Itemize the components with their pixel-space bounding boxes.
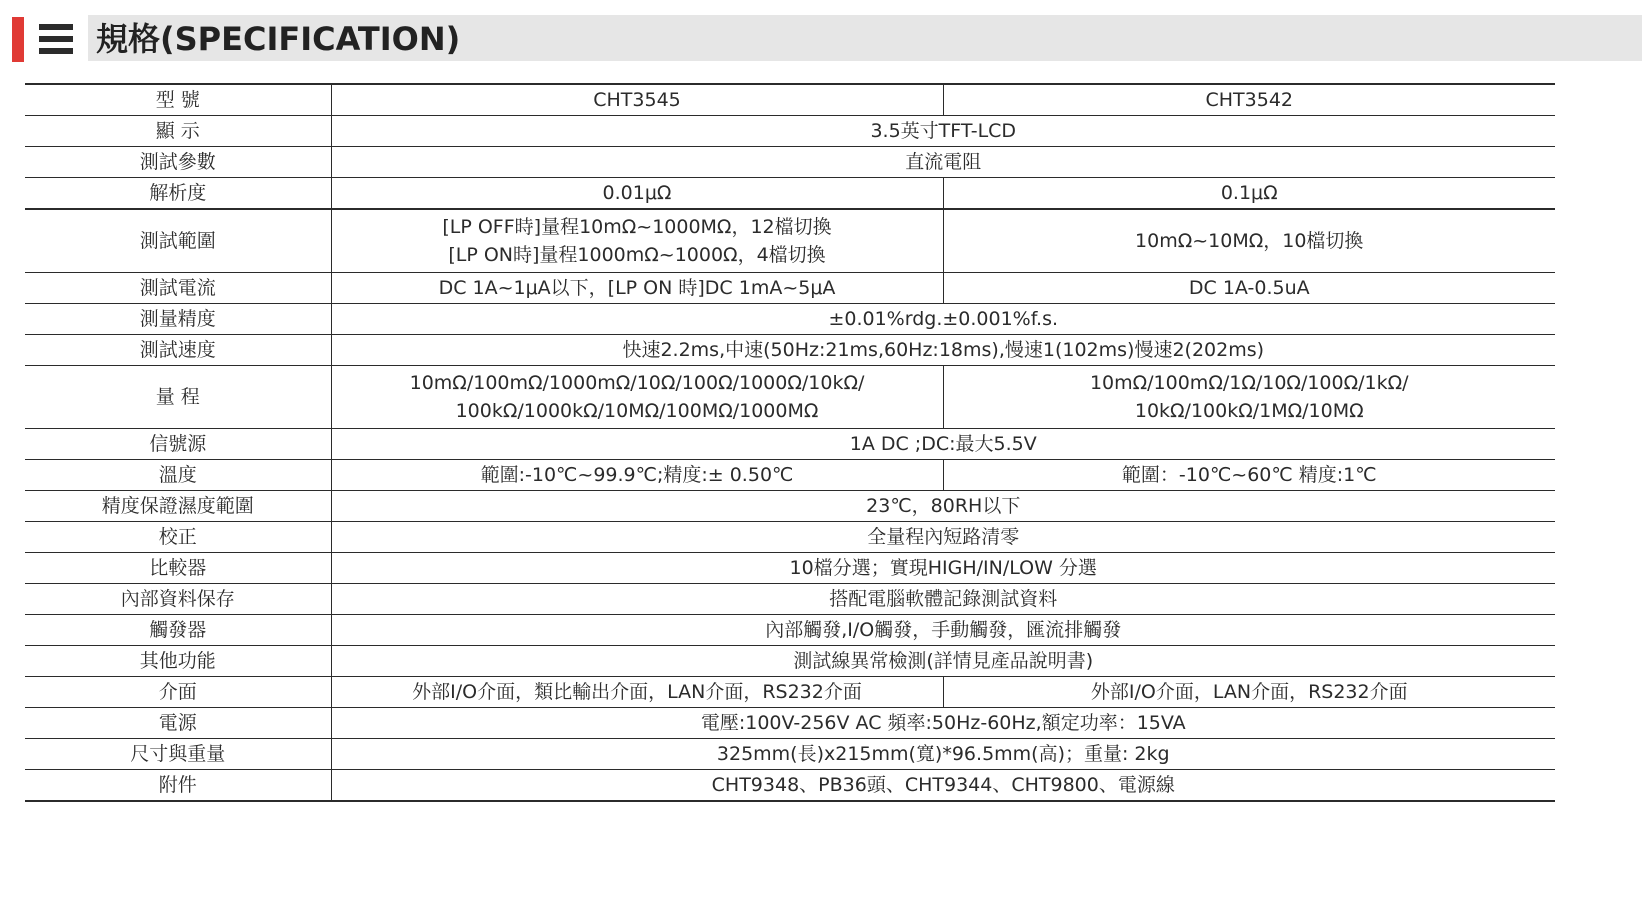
value-line: 內部觸發,I/O觸發，手動觸發，匯流排觸發 (765, 619, 1122, 641)
value-line: 電壓:100V-256V AC 頻率:50Hz-60Hz,額定功率：15VA (700, 712, 1186, 734)
table-row (25, 646, 1555, 677)
row-value (943, 84, 1555, 116)
table-row (25, 116, 1555, 147)
value-line: 快速2.2ms,中速(50Hz:21ms,60Hz:18ms),慢速1(102ms)慢速2(202ms) (622, 339, 1265, 361)
table-row (25, 491, 1555, 522)
row-value (943, 209, 1555, 273)
page-title: 規格(SPECIFICATION) (96, 20, 461, 58)
value-line: 全量程內短路清零 (867, 526, 1020, 548)
row-label: 介面 (25, 677, 331, 708)
row-value (331, 491, 1555, 522)
row-value (331, 84, 943, 116)
value-line: 10mΩ~10MΩ，10檔切換 (1135, 230, 1364, 252)
row-label: 校正 (25, 522, 331, 553)
table-row (25, 553, 1555, 584)
row-label: 測試電流 (25, 273, 331, 304)
value-line: 100kΩ/1000kΩ/10MΩ/100MΩ/1000MΩ (455, 400, 819, 422)
row-label: 尺寸與重量 (25, 739, 331, 770)
row-value (331, 739, 1555, 770)
table-row (25, 522, 1555, 553)
value-line: 0.01μΩ (602, 182, 672, 204)
accent-bar (12, 17, 24, 62)
value-line: 325mm(長)x215mm(寬)*96.5mm(高)；重量: 2kg (716, 743, 1170, 765)
value-line: 搭配電腦軟體記錄測試資料 (829, 588, 1058, 610)
row-value (331, 615, 1555, 646)
row-label: 測量精度 (25, 304, 331, 335)
table-row (25, 429, 1555, 460)
table-row (25, 366, 1555, 429)
value-line: 外部I/O介面，LAN介面，RS232介面 (1090, 681, 1408, 703)
value-line: 10mΩ/100mΩ/1000mΩ/10Ω/100Ω/1000Ω/10kΩ/ (409, 372, 865, 394)
row-label: 解析度 (25, 178, 331, 210)
row-value (331, 770, 1555, 802)
row-value (331, 273, 943, 304)
row-value (331, 178, 943, 210)
value-line: DC 1A-0.5uA (1188, 277, 1310, 299)
table-row (25, 209, 1555, 273)
row-label: 顯 示 (25, 116, 331, 147)
row-label: 內部資料保存 (25, 584, 331, 615)
value-line: 外部I/O介面，類比輸出介面，LAN介面，RS232介面 (412, 681, 862, 703)
row-value (943, 460, 1555, 491)
row-label: 測試範圍 (25, 209, 331, 273)
menu-icon (39, 24, 73, 54)
table-row (25, 273, 1555, 304)
table-row (25, 335, 1555, 366)
table-row (25, 304, 1555, 335)
row-value (943, 273, 1555, 304)
row-value (331, 209, 943, 273)
value-line: 直流電阻 (905, 151, 982, 173)
row-value (331, 522, 1555, 553)
row-value (331, 677, 943, 708)
value-line: 23℃，80RH以下 (866, 495, 1021, 517)
row-label: 測試速度 (25, 335, 331, 366)
row-value (331, 553, 1555, 584)
row-value (331, 116, 1555, 147)
value-line: 0.1μΩ (1220, 182, 1278, 204)
row-label: 附件 (25, 770, 331, 802)
row-label: 溫度 (25, 460, 331, 491)
table-row (25, 770, 1555, 802)
spec-header (12, 15, 1642, 63)
table-row (25, 460, 1555, 491)
value-line: 10檔分選；實現HIGH/IN/LOW 分選 (789, 557, 1097, 579)
spec-table (25, 83, 1555, 802)
row-value (331, 335, 1555, 366)
value-line: 範圍:-10℃~99.9℃;精度:± 0.50℃ (480, 464, 794, 486)
row-value (943, 366, 1555, 429)
table-row (25, 739, 1555, 770)
row-label: 其他功能 (25, 646, 331, 677)
row-value (331, 147, 1555, 178)
value-line: CHT3542 (1205, 89, 1293, 111)
value-line: CHT9348、PB36頭、CHT9344、CHT9800、電源線 (711, 774, 1175, 796)
row-label: 電源 (25, 708, 331, 739)
value-line: 範圍：-10℃~60℃ 精度:1℃ (1121, 464, 1377, 486)
row-label: 比較器 (25, 553, 331, 584)
row-value (331, 708, 1555, 739)
value-line: ±0.01%rdg.±0.001%f.s. (828, 308, 1059, 330)
table-row (25, 615, 1555, 646)
table-row (25, 677, 1555, 708)
value-line: 測試線異常檢測(詳情見產品說明書) (793, 650, 1094, 672)
row-value (331, 304, 1555, 335)
value-line: DC 1A~1μA以下，[LP ON 時]DC 1mA~5μA (438, 277, 836, 299)
row-value (331, 460, 943, 491)
row-label: 信號源 (25, 429, 331, 460)
row-value (331, 366, 943, 429)
row-value (331, 646, 1555, 677)
value-line: 1A DC ;DC:最大5.5V (849, 433, 1037, 455)
table-row (25, 584, 1555, 615)
row-value (943, 178, 1555, 210)
value-line: 10kΩ/100kΩ/1MΩ/10MΩ (1134, 400, 1364, 422)
value-line: 3.5英寸TFT-LCD (870, 120, 1017, 142)
value-line: 10mΩ/100mΩ/1Ω/10Ω/100Ω/1kΩ/ (1089, 372, 1409, 394)
row-value (943, 677, 1555, 708)
row-label: 型 號 (25, 84, 331, 116)
value-line: [LP OFF時]量程10mΩ~1000MΩ，12檔切換 (442, 216, 832, 238)
table-row (25, 178, 1555, 210)
row-label: 測試參數 (25, 147, 331, 178)
row-label: 觸發器 (25, 615, 331, 646)
row-value (331, 429, 1555, 460)
table-row (25, 708, 1555, 739)
row-value (331, 584, 1555, 615)
value-line: CHT3545 (593, 89, 681, 111)
table-row (25, 147, 1555, 178)
row-label: 精度保證濕度範圍 (25, 491, 331, 522)
value-line: [LP ON時]量程1000mΩ~1000Ω，4檔切換 (448, 244, 826, 266)
table-row (25, 84, 1555, 116)
row-label: 量 程 (25, 366, 331, 429)
